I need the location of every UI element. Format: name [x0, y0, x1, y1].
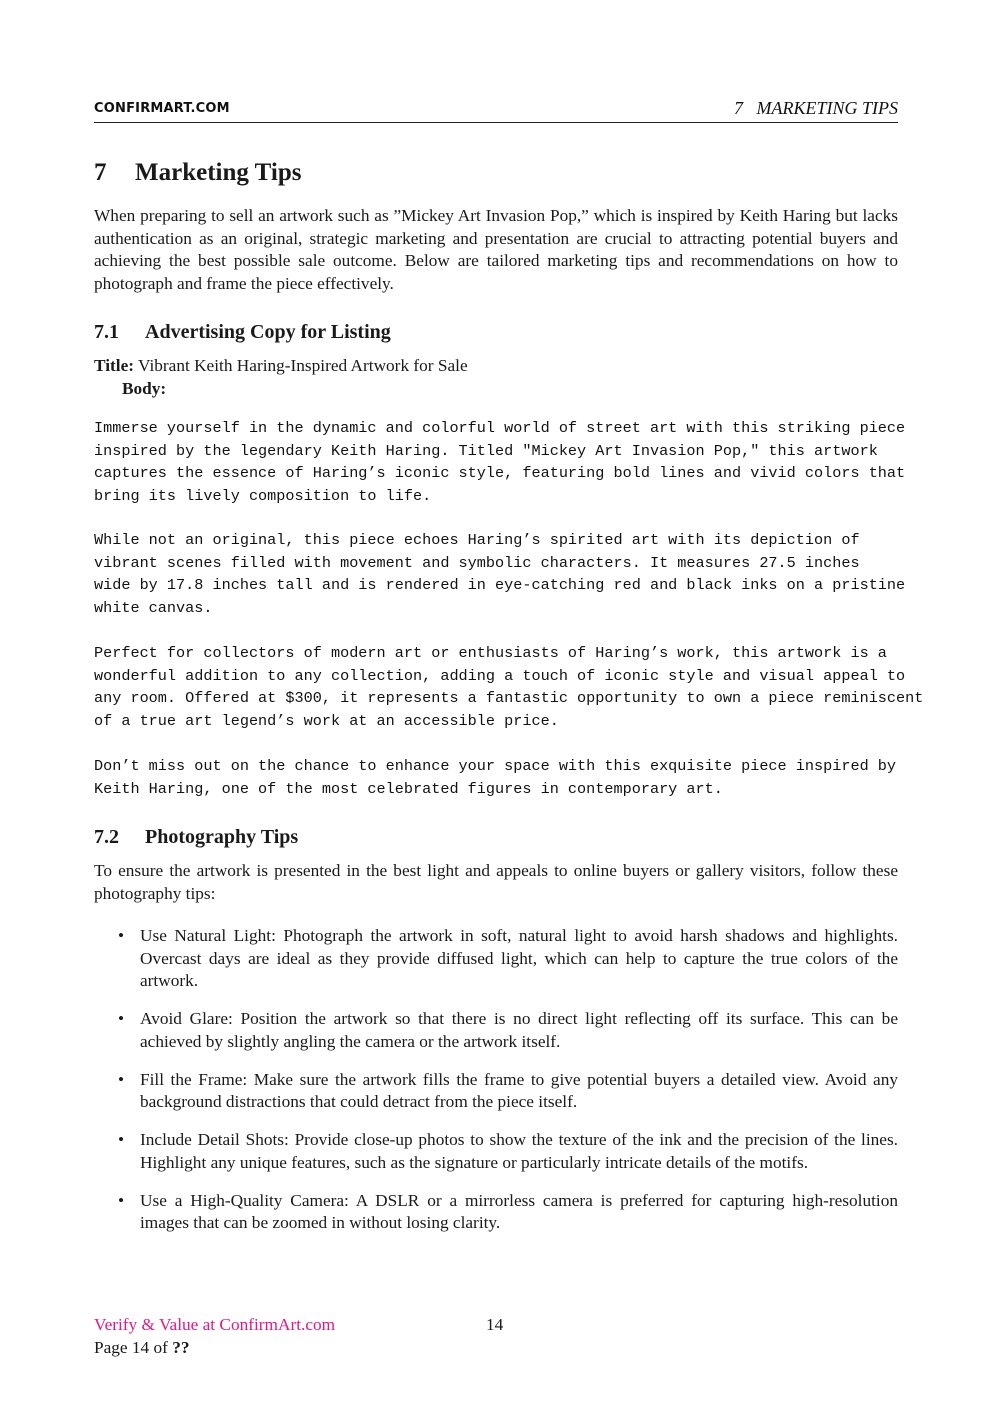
list-item: [94, 1069, 898, 1114]
header-rule: [94, 122, 898, 123]
bullet-icon: •: [118, 1069, 125, 1089]
tip-text: Use a High-Quality Camera: A DSLR or a mirrorless camera is preferred for capturing high-resolution images that can be zoomed in without losing clarity.: [140, 1190, 898, 1232]
section-intro: When preparing to sell an artwork such as ”Mickey Art Invasion Pop,” which is inspired by Keith Haring but lacks authentication as an original, strategic marketing and presentation are crucial to attracting potential buyers and achieving the best possible sale outcome. Below are tailored marketing tips and recommendations on how to photograph and frame the piece effectively.: [94, 206, 898, 293]
subsection-number: 7.2: [94, 826, 119, 848]
bullet-icon: •: [118, 1130, 125, 1149]
footer-page-count: [94, 1338, 190, 1358]
tip-text: Use Natural Light: Photograph the artwork in soft, natural light to avoid harsh shadows and highlights. Overcast days are ideal as they provide diffused light, which can help to capture the true colors of the artwork.: [140, 926, 898, 990]
listing-title-value: Vibrant Keith Haring-Inspired Artwork for Sale: [134, 356, 468, 375]
bullet-icon: •: [118, 926, 125, 945]
listing-body-paragraph: Perfect for collectors of modern art or enthusiasts of Haring’s work, this artwork is a wonderful addition to any collection, adding a touch of iconic style and visual appeal to any room. Offered at $300, it represents a fantastic opportunity to own a piece reminiscent of a true art legend’s work at an accessible price.: [94, 644, 924, 730]
subsection-heading-advertising: [94, 319, 391, 345]
list-item: [94, 1190, 898, 1235]
listing-body-paragraph: Don’t miss out on the chance to enhance your space with this exquisite piece inspired by Keith Haring, one of the most celebrated figures in contemporary art.: [94, 757, 897, 798]
listing-title-label: Title:: [94, 356, 134, 375]
page-count-total: ??: [172, 1338, 190, 1357]
bullet-icon: •: [118, 1190, 125, 1210]
section-title: Marketing Tips: [135, 159, 302, 186]
section-number: 7: [94, 159, 107, 186]
subsection-title: Photography Tips: [145, 826, 299, 848]
list-item: [94, 1129, 898, 1174]
footer-confirmart-link[interactable]: Verify & Value at ConfirmArt.com: [94, 1315, 336, 1334]
subsection-heading-photography: [94, 824, 298, 850]
running-header-section: 7 MARKETING TIPS: [734, 98, 898, 118]
photography-tips-list: [94, 925, 898, 1250]
listing-body-paragraph: Immerse yourself in the dynamic and colorful world of street art with this striking piece inspired by the legendary Keith Haring. Titled "Mickey Art Invasion Pop," this artwork captures the essence of Haring’s iconic style, featuring bold lines and vivid colors that bring its lively composition to life.: [94, 419, 906, 505]
list-item: [94, 1008, 898, 1053]
page-count-prefix: Page 14 of: [94, 1338, 173, 1357]
listing-body-paragraph: While not an original, this piece echoes Haring’s spirited art with its depiction of vibrant scenes filled with movement and symbolic characters. It measures 27.5 inches wide by 17.8 inches tall and is rendered in eye-catching red and black inks on a pristine white canvas.: [94, 531, 906, 617]
listing-body-label: Body:: [122, 379, 167, 398]
tip-text: Include Detail Shots: Provide close-up photos to show the texture of the ink and the precision of the lines. Highlight any unique features, such as the signature or particularly intricate details of the motifs.: [140, 1130, 898, 1172]
tip-text: Avoid Glare: Position the artwork so that there is no direct light reflecting off its surface. This can be achieved by slightly angling the camera or the artwork itself.: [140, 1009, 898, 1051]
bullet-icon: •: [118, 1009, 125, 1028]
confirmart-logo: CONFIRMART.COM: [94, 101, 230, 116]
photography-intro: To ensure the artwork is presented in the best light and appeals to online buyers or gallery visitors, follow these photography tips:: [94, 861, 898, 903]
footer-page-number: 14: [486, 1315, 504, 1334]
section-heading: [94, 156, 301, 190]
tip-text: Fill the Frame: Make sure the artwork fills the frame to give potential buyers a detailed view. Avoid any background distractions that could detract from the piece itself.: [140, 1069, 898, 1111]
subsection-number: 7.1: [94, 321, 119, 343]
listing-title-line: [94, 355, 468, 377]
subsection-title: Advertising Copy for Listing: [145, 321, 391, 343]
list-item: [94, 925, 898, 993]
